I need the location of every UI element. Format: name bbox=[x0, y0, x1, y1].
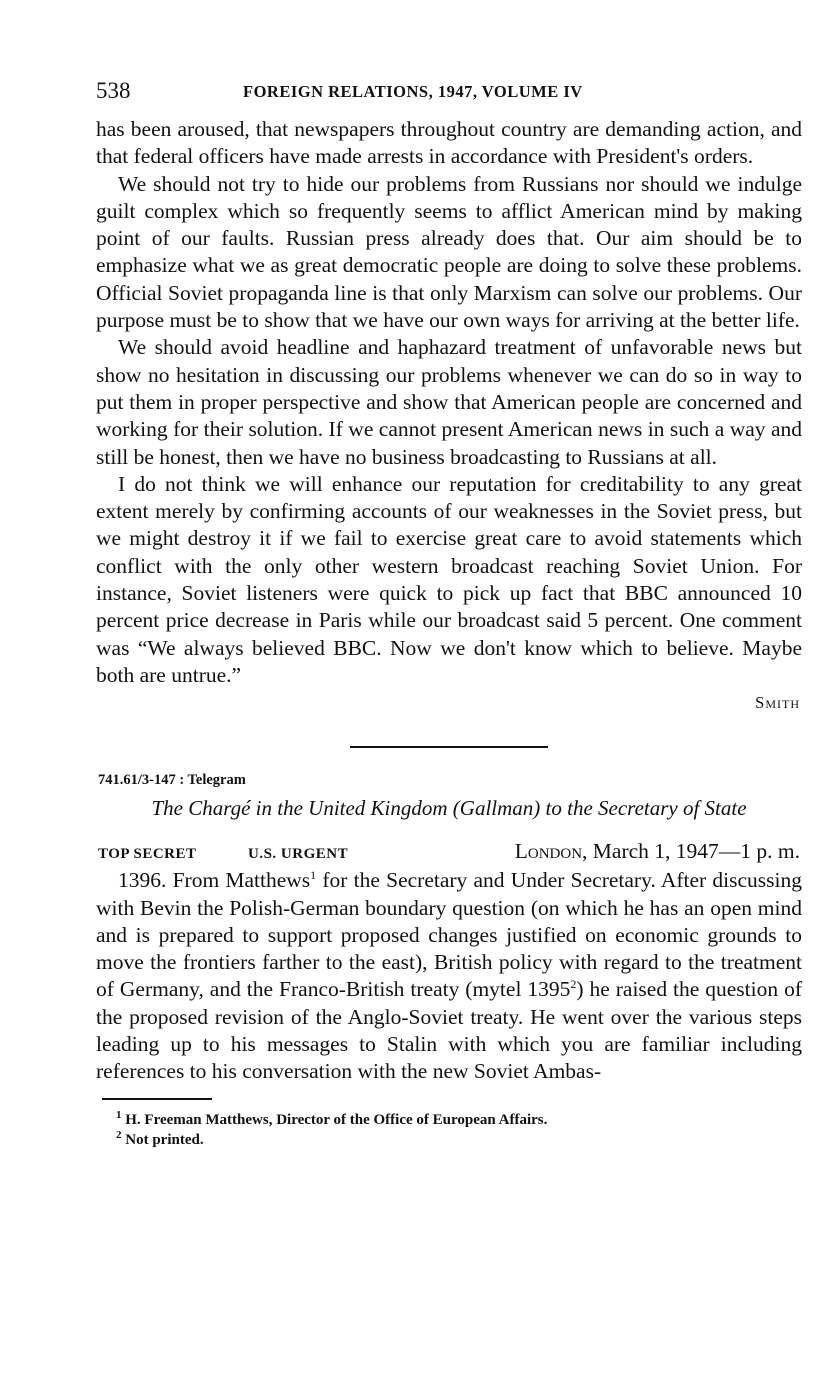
footnote-ref-1: 1 bbox=[310, 868, 317, 883]
dateline bbox=[96, 839, 802, 867]
body-text-part1: 1396. From Matthews bbox=[118, 868, 311, 893]
document-page bbox=[96, 78, 802, 1150]
running-head bbox=[96, 78, 802, 108]
page-number: 538 bbox=[96, 78, 131, 103]
paragraph-problems: We should not try to hide our problems from Russians nor should we indulge guilt complex which so frequently seems to afflict American mind by making point of our faults. Russian press already does that. Our aim should be to emphasize what we as great democratic people are doing to solve these problems. Official Soviet propaganda line is that only Marxism can solve our problems. Our purpose must be to show that we have our own ways for arriving at the better life. bbox=[96, 171, 802, 333]
paragraph-telegram-body bbox=[96, 867, 802, 1085]
place: London bbox=[514, 839, 583, 864]
footnote-ref-2: 2 bbox=[570, 977, 577, 992]
place-date bbox=[515, 839, 800, 864]
precedence-label: U.S. URGENT bbox=[248, 846, 349, 863]
classification-label: TOP SECRET bbox=[98, 846, 197, 863]
signature-smith: Smith bbox=[755, 693, 800, 713]
footnote-mark-2: 2 bbox=[116, 1128, 122, 1141]
body-text-part3: ) he raised the question of the proposed revision of the Anglo-Soviet treaty. He went over the various steps leading up to his messages to Stalin with which you are familiar including references to his conversation with the new Soviet Ambas- bbox=[96, 977, 802, 1084]
paragraph-continuation: has been aroused, that newspapers throughout country are demanding action, and that federal officers have made arrests in accordance with President's orders. bbox=[96, 117, 802, 169]
date-time: , March 1, 1947—1 p. m. bbox=[582, 839, 800, 864]
body-text-part2: for the Secretary and Under Secretary. After discussing with Bevin the Polish-German boundary question (on which he has an open mind and is prepared to support proposed changes justified on economic grounds to move the frontiers farther to the east), British policy with regard to the treatment of Germany, and the Franco-British treaty (mytel 1395 bbox=[96, 868, 802, 1002]
paragraph-reputation: I do not think we will enhance our reputation for creditability to any great extent merely by confirming accounts of our weaknesses in the Soviet press, but we might destroy it if we fail to exercise great care to avoid statements which conflict with the only other western broadcast reaching Soviet Union. For instance, Soviet listeners were quick to pick up fact that BBC announced 10 percent price decrease in Paris while our broadcast said 5 percent. One comment was “We always believed BBC. Now we don't know which to believe. Maybe both are untrue.” bbox=[96, 471, 802, 687]
paragraph-headline-treatment: We should avoid headline and haphazard treatment of unfavorable news but show no hesitation in discussing our problems whenever we can do so in way to put them in proper perspective and show that American people are concerned and working for their solution. If we cannot present American news in such a way and still be honest, then we have no business broadcasting to Russians at all. bbox=[96, 335, 802, 469]
footnote-2 bbox=[116, 1130, 802, 1150]
running-title: FOREIGN RELATIONS, 1947, VOLUME IV bbox=[243, 82, 583, 101]
document-title: The Chargé in the United Kingdom (Gallman) to the Secretary of State bbox=[151, 796, 747, 821]
footnote-1 bbox=[116, 1110, 802, 1130]
footnote-text-2: Not printed. bbox=[125, 1131, 204, 1148]
footnote-divider bbox=[102, 1098, 212, 1100]
footnote-mark-1: 1 bbox=[116, 1108, 122, 1121]
file-reference: 741.61/3-147 : Telegram bbox=[98, 772, 246, 789]
section-divider bbox=[350, 746, 548, 748]
footnotes bbox=[116, 1110, 802, 1150]
footnote-text-1: H. Freeman Matthews, Director of the Office of European Affairs. bbox=[125, 1111, 548, 1128]
